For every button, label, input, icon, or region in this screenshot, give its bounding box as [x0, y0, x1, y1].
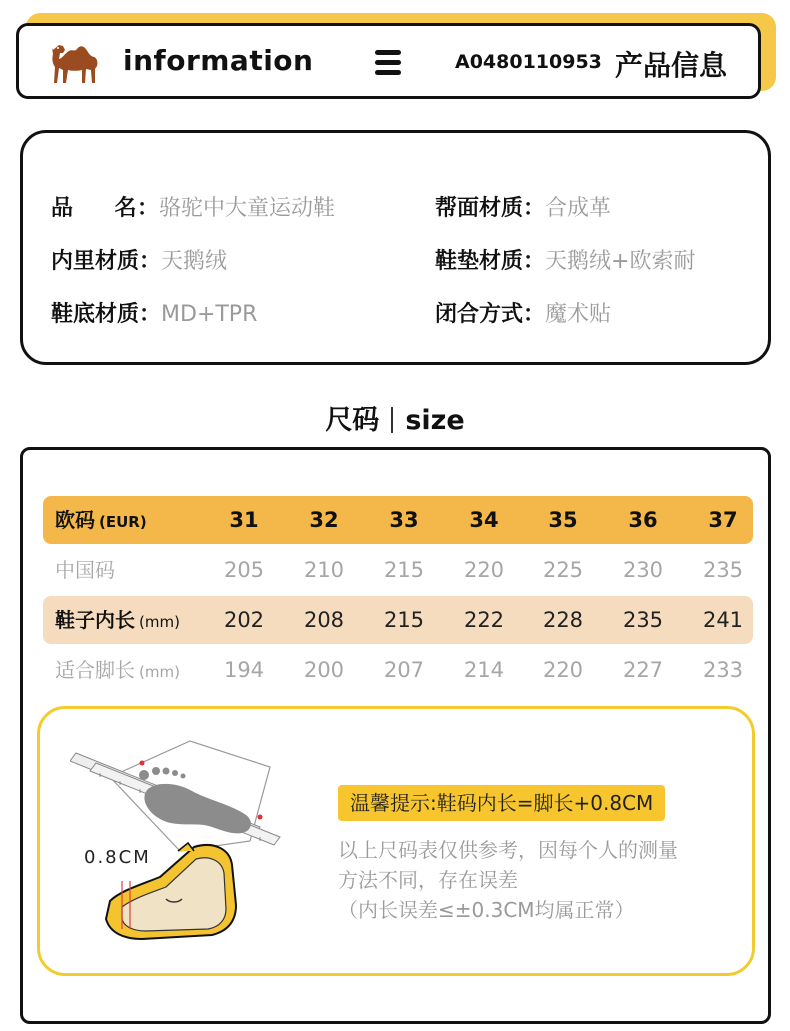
- header-bar: [16, 23, 761, 99]
- inner-length-label: [55, 596, 180, 646]
- info-upper-label: 帮面材质：: [435, 196, 546, 221]
- foot-length-cell: 207: [383, 658, 425, 682]
- china-cell: 230: [622, 558, 664, 582]
- inner-length-cell: 241: [702, 608, 744, 632]
- menu-bars-icon[interactable]: [375, 50, 401, 76]
- foot-length-cell: 214: [463, 658, 505, 682]
- foot-length-cell: 200: [303, 658, 345, 682]
- eur-unit: (EUR): [99, 513, 147, 531]
- info-name-label: 品 名：: [51, 196, 159, 221]
- foot-unit: (mm): [139, 663, 180, 681]
- info-lining: [51, 244, 227, 275]
- foot-label: 适合脚长: [55, 658, 135, 682]
- info-name: [51, 191, 335, 222]
- header-title: 产品信息: [615, 49, 728, 82]
- tip-highlight: 温馨提示:鞋码内长=脚长+0.8CM: [338, 785, 665, 821]
- foot-length-label: [55, 646, 180, 696]
- info-name-value: 骆驼中大童运动鞋: [159, 196, 336, 221]
- eur-cell: 35: [548, 508, 578, 532]
- info-closure-value: 魔术贴: [545, 302, 612, 327]
- inner-unit: (mm): [139, 613, 180, 631]
- eur-row: [43, 496, 753, 544]
- product-info-card: [20, 130, 771, 365]
- eur-cell: 36: [628, 508, 658, 532]
- foot-length-cell: 220: [542, 658, 584, 682]
- info-sole-value: MD+TPR: [161, 302, 258, 327]
- info-upper: [435, 191, 611, 222]
- size-title-en: size: [405, 405, 465, 436]
- info-insole-value: 天鹅绒+欧索耐: [545, 249, 696, 274]
- china-cell: 210: [303, 558, 345, 582]
- eur-cell: 37: [708, 508, 738, 532]
- inner-length-cell: 235: [622, 608, 664, 632]
- inner-length-row: [43, 596, 753, 644]
- info-sole: [51, 297, 257, 328]
- eur-label: 欧码: [55, 508, 95, 532]
- size-tip-box: [37, 706, 755, 976]
- size-table-card: [20, 447, 771, 1024]
- product-code: A0480110953: [455, 51, 602, 73]
- tip-line-2: 方法不同，存在误差: [338, 868, 518, 892]
- china-cell: 225: [542, 558, 584, 582]
- info-lining-value: 天鹅绒: [161, 249, 228, 274]
- info-insole: [435, 244, 695, 275]
- size-section-title: [0, 398, 790, 437]
- china-cell: 220: [463, 558, 505, 582]
- info-lining-label: 内里材质：: [51, 249, 162, 274]
- eur-cell: 34: [469, 508, 499, 532]
- eur-cell: 33: [389, 508, 419, 532]
- foot-length-row: [43, 646, 753, 694]
- measure-label: 0.8CM: [84, 847, 151, 868]
- info-closure-label: 闭合方式：: [435, 302, 546, 327]
- china-cell: 215: [383, 558, 425, 582]
- tip-line-1: 以上尺码表仅供参考，因每个人的测量: [338, 838, 678, 862]
- foot-length-cell: 233: [702, 658, 744, 682]
- inner-label: 鞋子内长: [55, 608, 135, 632]
- title-divider: [391, 407, 393, 433]
- brand-word: information: [123, 44, 314, 77]
- foot-length-cell: 227: [622, 658, 664, 682]
- china-row: [43, 546, 753, 594]
- eur-row-label: [55, 496, 147, 546]
- inner-length-cell: 222: [463, 608, 505, 632]
- eur-cell: 31: [229, 508, 259, 532]
- foot-measure-illustration: [70, 731, 330, 961]
- foot-length-cell: 194: [223, 658, 265, 682]
- info-closure: [435, 297, 611, 328]
- info-insole-label: 鞋垫材质：: [435, 249, 546, 274]
- info-sole-label: 鞋底材质：: [51, 302, 162, 327]
- china-cell: 205: [223, 558, 265, 582]
- tip-line-3: （内长误差≤±0.3CM均属正常）: [338, 898, 635, 922]
- inner-length-cell: 202: [223, 608, 265, 632]
- china-cell: 235: [702, 558, 744, 582]
- camel-logo-icon: [47, 36, 105, 88]
- inner-length-cell: 208: [303, 608, 345, 632]
- info-upper-value: 合成革: [545, 196, 612, 221]
- eur-cell: 32: [309, 508, 339, 532]
- inner-length-cell: 228: [542, 608, 584, 632]
- china-row-label: 中国码: [55, 558, 115, 582]
- size-title-cn: 尺码: [325, 405, 380, 436]
- inner-length-cell: 215: [383, 608, 425, 632]
